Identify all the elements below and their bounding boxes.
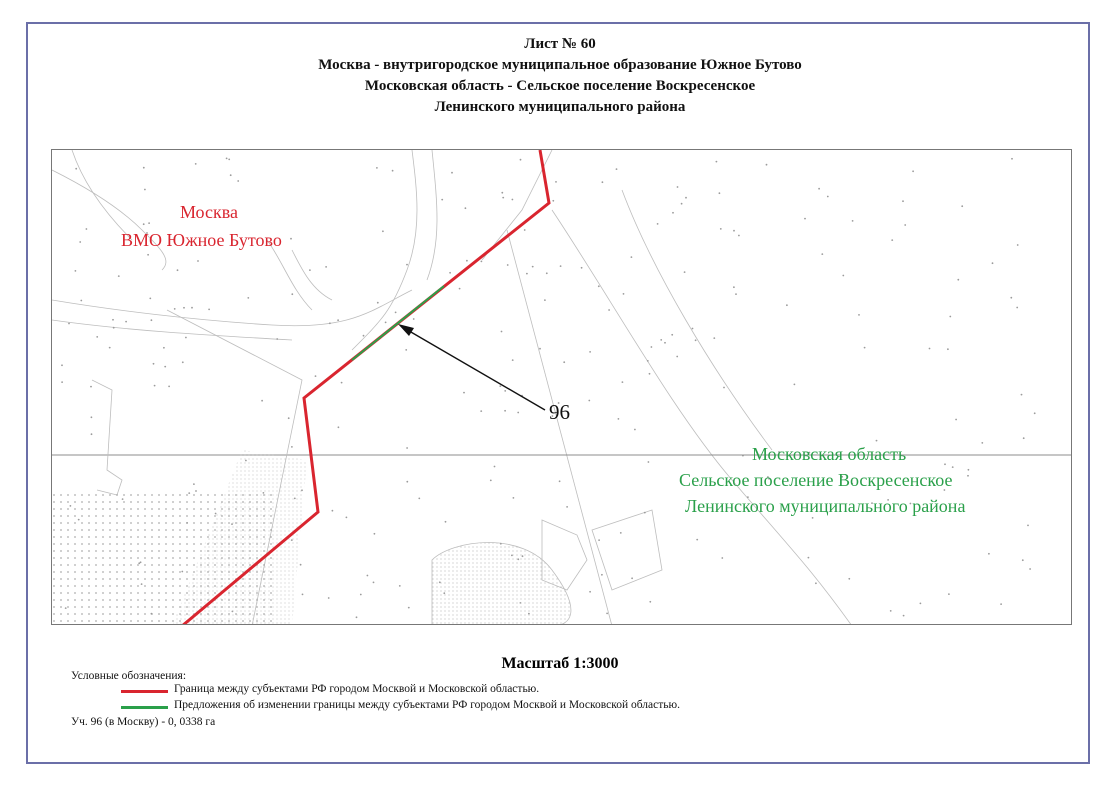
point-symbol [598, 539, 600, 541]
point-symbol [713, 337, 715, 339]
region-label-1: Московская область [752, 444, 907, 464]
point-symbol [373, 582, 375, 584]
point-symbol [197, 260, 199, 262]
point-symbol [276, 338, 278, 340]
point-symbol [912, 170, 914, 172]
point-symbol [818, 188, 820, 190]
point-symbol [552, 200, 554, 202]
point-symbol [929, 348, 931, 350]
point-symbol [949, 316, 951, 318]
map-viewport[interactable] [51, 149, 1072, 625]
point-symbol [144, 189, 146, 191]
point-symbol [602, 181, 604, 183]
point-symbol [1027, 525, 1029, 527]
point-symbol [418, 498, 420, 500]
point-symbol [183, 307, 185, 309]
point-symbol [657, 223, 659, 225]
point-symbol [532, 266, 534, 268]
point-symbol [1011, 158, 1013, 160]
point-symbol [720, 228, 722, 230]
point-symbol [291, 293, 293, 295]
point-symbol [513, 497, 515, 499]
point-symbol [664, 342, 666, 344]
point-symbol [109, 347, 111, 349]
moscow-label-1: Москва [180, 202, 238, 222]
point-symbol [90, 386, 92, 388]
point-symbol [566, 506, 568, 508]
point-symbol [226, 158, 228, 160]
point-symbol [952, 466, 954, 468]
point-symbol [382, 230, 384, 232]
legend-item-boundary: Граница между субъектами РФ городом Москвой и Московской областью. [174, 683, 540, 695]
point-symbol [328, 597, 330, 599]
point-symbol [392, 170, 394, 172]
point-symbol [815, 582, 817, 584]
point-symbol [1022, 559, 1024, 561]
point-symbol [395, 312, 397, 314]
point-symbol [808, 557, 810, 559]
point-symbol [143, 167, 145, 169]
point-symbol [721, 557, 723, 559]
point-symbol [852, 220, 854, 222]
building-cluster [432, 543, 571, 626]
point-symbol [684, 271, 686, 273]
point-symbol [337, 319, 339, 321]
point-symbol [616, 168, 618, 170]
point-symbol [723, 387, 725, 389]
point-symbol [86, 228, 88, 230]
point-symbol [168, 386, 170, 388]
point-symbol [153, 363, 155, 365]
point-symbol [742, 455, 744, 457]
point-symbol [346, 517, 348, 519]
point-symbol [589, 591, 591, 593]
point-symbol [302, 594, 304, 596]
point-symbol [804, 218, 806, 220]
point-symbol [696, 539, 698, 541]
point-symbol [681, 203, 683, 205]
point-symbol [794, 384, 796, 386]
point-symbol [512, 359, 514, 361]
point-symbol [544, 299, 546, 301]
point-symbol [406, 264, 408, 266]
point-symbol [466, 260, 468, 262]
point-symbol [290, 238, 292, 240]
point-symbol [563, 361, 565, 363]
point-symbol [920, 603, 922, 605]
point-symbol [182, 361, 184, 363]
point-symbol [230, 174, 232, 176]
point-symbol [738, 235, 740, 237]
point-symbol [876, 440, 878, 442]
point-symbol [149, 298, 151, 300]
point-symbol [890, 610, 892, 612]
point-symbol [174, 308, 176, 310]
point-symbol [499, 385, 501, 387]
point-symbol [648, 461, 650, 463]
point-symbol [649, 601, 651, 603]
legend-red-line-swatch [121, 690, 168, 693]
map-scale: Масштаб 1:3000 [501, 655, 619, 672]
point-symbol [623, 293, 625, 295]
point-symbol [338, 426, 340, 428]
point-symbol [143, 223, 145, 225]
point-symbol [408, 607, 410, 609]
sheet-number: Лист № 60 [524, 36, 596, 52]
point-symbol [634, 429, 636, 431]
point-symbol [606, 613, 608, 615]
point-symbol [148, 222, 150, 224]
point-symbol [524, 229, 526, 231]
point-symbol [968, 469, 970, 471]
point-symbol [481, 261, 483, 263]
point-symbol [490, 480, 492, 482]
legend-green-line-swatch [121, 706, 168, 709]
point-symbol [622, 381, 624, 383]
point-symbol [237, 180, 239, 182]
point-symbol [68, 323, 70, 325]
point-symbol [325, 266, 327, 268]
point-symbol [406, 481, 408, 483]
parcel-96-label[interactable]: 96 [549, 400, 570, 424]
title-line-3: Ленинского муниципального района [434, 99, 686, 115]
point-symbol [649, 373, 651, 375]
point-symbol [247, 297, 249, 299]
point-symbol [96, 336, 98, 338]
point-symbol [812, 517, 814, 519]
point-symbol [526, 273, 528, 275]
point-symbol [719, 192, 721, 194]
point-symbol [588, 400, 590, 402]
point-symbol [261, 400, 263, 402]
point-symbol [660, 339, 662, 341]
point-symbol [512, 199, 514, 201]
point-symbol [904, 224, 906, 226]
point-symbol [948, 593, 950, 595]
callout-line [404, 328, 545, 410]
point-symbol [300, 564, 302, 566]
point-symbol [608, 309, 610, 311]
point-symbol [671, 334, 673, 336]
point-symbol [374, 533, 376, 535]
point-symbol [507, 264, 509, 266]
point-symbol [559, 480, 561, 482]
point-symbol [75, 168, 77, 170]
point-symbol [501, 192, 503, 194]
point-symbol [360, 594, 362, 596]
point-symbol [185, 337, 187, 339]
point-symbol [598, 285, 600, 287]
point-symbol [647, 360, 649, 362]
point-symbol [291, 446, 293, 448]
point-symbol [1029, 568, 1031, 570]
point-symbol [944, 463, 946, 465]
point-symbol [716, 161, 718, 163]
point-symbol [821, 253, 823, 255]
point-symbol [546, 272, 548, 274]
point-symbol [463, 392, 465, 394]
point-symbol [677, 186, 679, 188]
point-symbol [955, 419, 957, 421]
point-symbol [848, 578, 850, 580]
point-symbol [75, 270, 77, 272]
point-symbol [113, 327, 115, 329]
point-symbol [79, 241, 81, 243]
point-symbol [981, 442, 983, 444]
point-symbol [1034, 412, 1036, 414]
point-symbol [735, 293, 737, 295]
point-symbol [125, 321, 127, 323]
point-symbol [480, 410, 482, 412]
point-symbol [733, 230, 735, 232]
point-symbol [504, 390, 506, 392]
point-symbol [413, 318, 415, 320]
point-symbol [151, 319, 153, 321]
point-symbol [631, 577, 633, 579]
area-note: Уч. 96 (в Москву) - 0, 0338 га [71, 716, 216, 728]
point-symbol [589, 351, 591, 353]
point-symbol [154, 385, 156, 387]
point-symbol [858, 314, 860, 316]
point-symbol [451, 172, 453, 174]
point-symbol [501, 331, 503, 333]
title-line-1: Москва - внутригородское муниципальное образование Южное Бутово [318, 57, 802, 73]
point-symbol [988, 553, 990, 555]
point-symbol [864, 347, 866, 349]
point-symbol [91, 433, 93, 435]
point-symbol [1021, 394, 1023, 396]
legend-title: Условные обозначения: [71, 670, 187, 682]
point-symbol [1017, 244, 1019, 246]
point-symbol [992, 262, 994, 264]
point-symbol [377, 302, 379, 304]
point-symbol [363, 335, 365, 337]
point-symbol [228, 159, 230, 161]
point-symbol [947, 348, 949, 350]
point-symbol [441, 199, 443, 201]
point-symbol [376, 167, 378, 169]
point-symbol [80, 300, 82, 302]
point-symbol [112, 319, 114, 321]
point-symbol [618, 418, 620, 420]
point-symbol [644, 512, 646, 514]
point-symbol [685, 197, 687, 199]
point-symbol [601, 574, 603, 576]
point-symbol [195, 163, 197, 165]
point-symbol [581, 267, 583, 269]
point-symbol [61, 381, 63, 383]
point-symbol [827, 196, 829, 198]
region-label-2: Сельское поселение Воскресенское [679, 470, 953, 490]
point-symbol [651, 346, 653, 348]
point-symbol [288, 417, 290, 419]
point-symbol [356, 616, 358, 618]
point-symbol [399, 585, 401, 587]
point-symbol [164, 366, 166, 368]
point-symbol [193, 483, 195, 485]
point-symbol [494, 466, 496, 468]
point-symbol [766, 164, 768, 166]
point-symbol [695, 339, 697, 341]
legend-item-proposal: Предложения об изменении границы между субъектами РФ городом Москвой и Московской областью. [174, 699, 680, 711]
point-symbol [465, 207, 467, 209]
point-symbol [1000, 603, 1002, 605]
point-symbol [332, 510, 334, 512]
point-symbol [620, 532, 622, 534]
point-symbol [1010, 297, 1012, 299]
point-symbol [405, 349, 407, 351]
point-symbol [163, 347, 165, 349]
point-symbol [385, 322, 387, 324]
point-symbol [459, 288, 461, 290]
point-symbol [445, 521, 447, 523]
point-symbol [842, 275, 844, 277]
point-symbol [520, 159, 522, 161]
point-symbol [91, 416, 93, 418]
point-symbol [504, 410, 506, 412]
point-symbol [177, 269, 179, 271]
point-symbol [517, 412, 519, 414]
point-symbol [903, 615, 905, 617]
point-symbol [957, 279, 959, 281]
point-symbol [208, 309, 210, 311]
point-symbol [539, 348, 541, 350]
point-symbol [891, 239, 893, 241]
point-symbol [786, 304, 788, 306]
point-symbol [315, 375, 317, 377]
point-symbol [1016, 307, 1018, 309]
point-symbol [555, 181, 557, 183]
point-symbol [672, 212, 674, 214]
title-line-2: Московская область - Сельское поселение Воскресенское [364, 78, 756, 94]
point-symbol [329, 322, 331, 324]
point-symbol [406, 447, 408, 449]
point-symbol [367, 575, 369, 577]
point-symbol [631, 256, 633, 258]
point-symbol [902, 200, 904, 202]
point-symbol [676, 356, 678, 358]
point-symbol [967, 475, 969, 477]
point-symbol [118, 275, 120, 277]
point-symbol [341, 382, 343, 384]
point-symbol [560, 265, 562, 267]
point-symbol [309, 269, 311, 271]
callout-arrowhead [398, 324, 414, 336]
moscow-label-2: ВМО Южное Бутово [121, 230, 282, 250]
point-symbol [502, 197, 504, 199]
point-symbol [449, 272, 451, 274]
point-symbol [733, 286, 735, 288]
point-symbol [1023, 437, 1025, 439]
point-symbol [961, 205, 963, 207]
point-symbol [191, 307, 193, 309]
point-symbol [61, 364, 63, 366]
region-label-3: Ленинского муниципального района [685, 496, 966, 516]
point-symbol [692, 328, 694, 330]
point-symbol [147, 254, 149, 256]
